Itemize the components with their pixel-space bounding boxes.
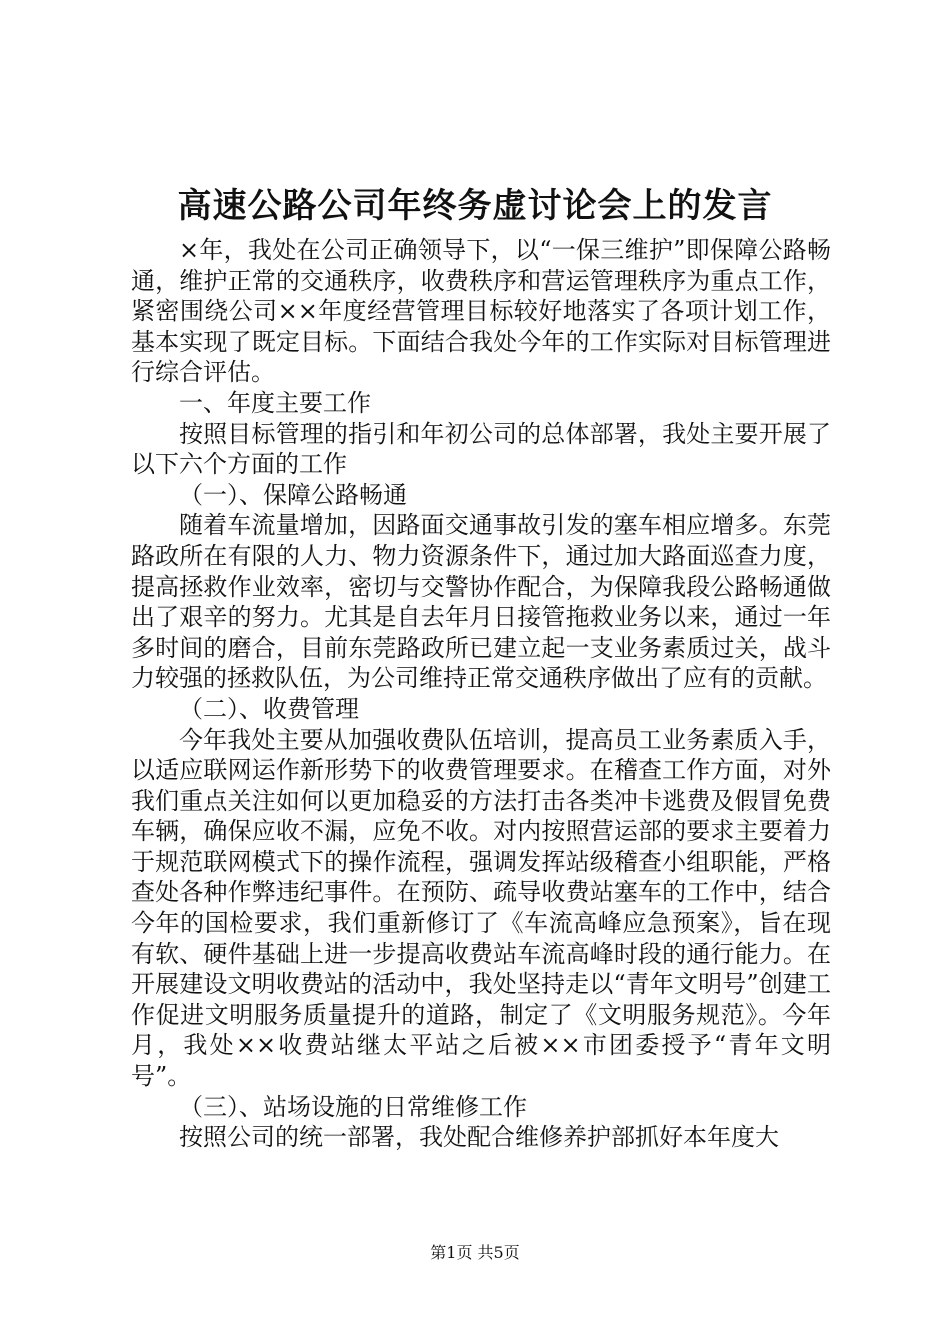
document-title: 高速公路公司年终务虚讨论会上的发言 — [177, 186, 773, 226]
section-heading: 一、年度主要工作 — [179, 388, 371, 417]
paragraph: 按照目标管理的指引和年初公司的总体部署，我处主要开展了以下六个方面的工作 — [131, 419, 831, 479]
subsection-heading: （一）、保障公路畅通 — [179, 480, 407, 509]
subsection-heading: （二）、收费管理 — [179, 694, 359, 723]
paragraph: 今年我处主要从加强收费队伍培训，提高员工业务素质入手，以适应联网运作新形势下的收费管理要求。在稽查工作方面，对外我们重点关注如何以更加稳妥的方法打击各类冲卡逃费及假冒免费车辆，确保应收不漏，应免不收。对内按照营运部的要求主要着力于规范联网模式下的操作流程，强调发挥站级稽查小组职能，严格查处各种作弊违纪事件。在预防、疏导收费站塞车的工作中，结合今年的国检要求，我们重新修订了《车流高峰应急预案》，旨在现有软、硬件基础上进一步提高收费站车流高峰时段的通行能力。在开展建设文明收费站的活动中，我处坚持走以“青年文明号”创建工作促进文明服务质量提升的道路，制定了《文明服务规范》。今年月，我处××收费站继太平站之后被××市团委授予“青年文明号”。 — [131, 725, 831, 1091]
paragraph: ×年，我处在公司正确领导下，以“一保三维护”即保障公路畅通，维护正常的交通秩序，收费秩序和营运管理秩序为重点工作，紧密围绕公司××年度经营管理目标较好地落实了各项计划工作，基本实现了既定目标。下面结合我处今年的工作实际对目标管理进行综合评估。 — [131, 236, 831, 387]
page-number-footer: 第1页 共5页 — [430, 1243, 520, 1262]
paragraph: 按照公司的统一部署，我处配合维修养护部抓好本年度大 — [179, 1123, 779, 1152]
paragraph: 随着车流量增加，因路面交通事故引发的塞车相应增多。东莞路政所在有限的人力、物力资源条件下，通过加大路面巡查力度，提高拯救作业效率，密切与交警协作配合，为保障我段公路畅通做出了艰辛的努力。尤其是自去年月日接管拖救业务以来，通过一年多时间的磨合，目前东莞路政所已建立起一支业务素质过关，战斗力较强的拯救队伍，为公司维持正常交通秩序做出了应有的贡献。 — [131, 511, 831, 693]
document-body — [131, 235, 831, 1153]
subsection-heading: （三）、站场设施的日常维修工作 — [179, 1092, 527, 1121]
